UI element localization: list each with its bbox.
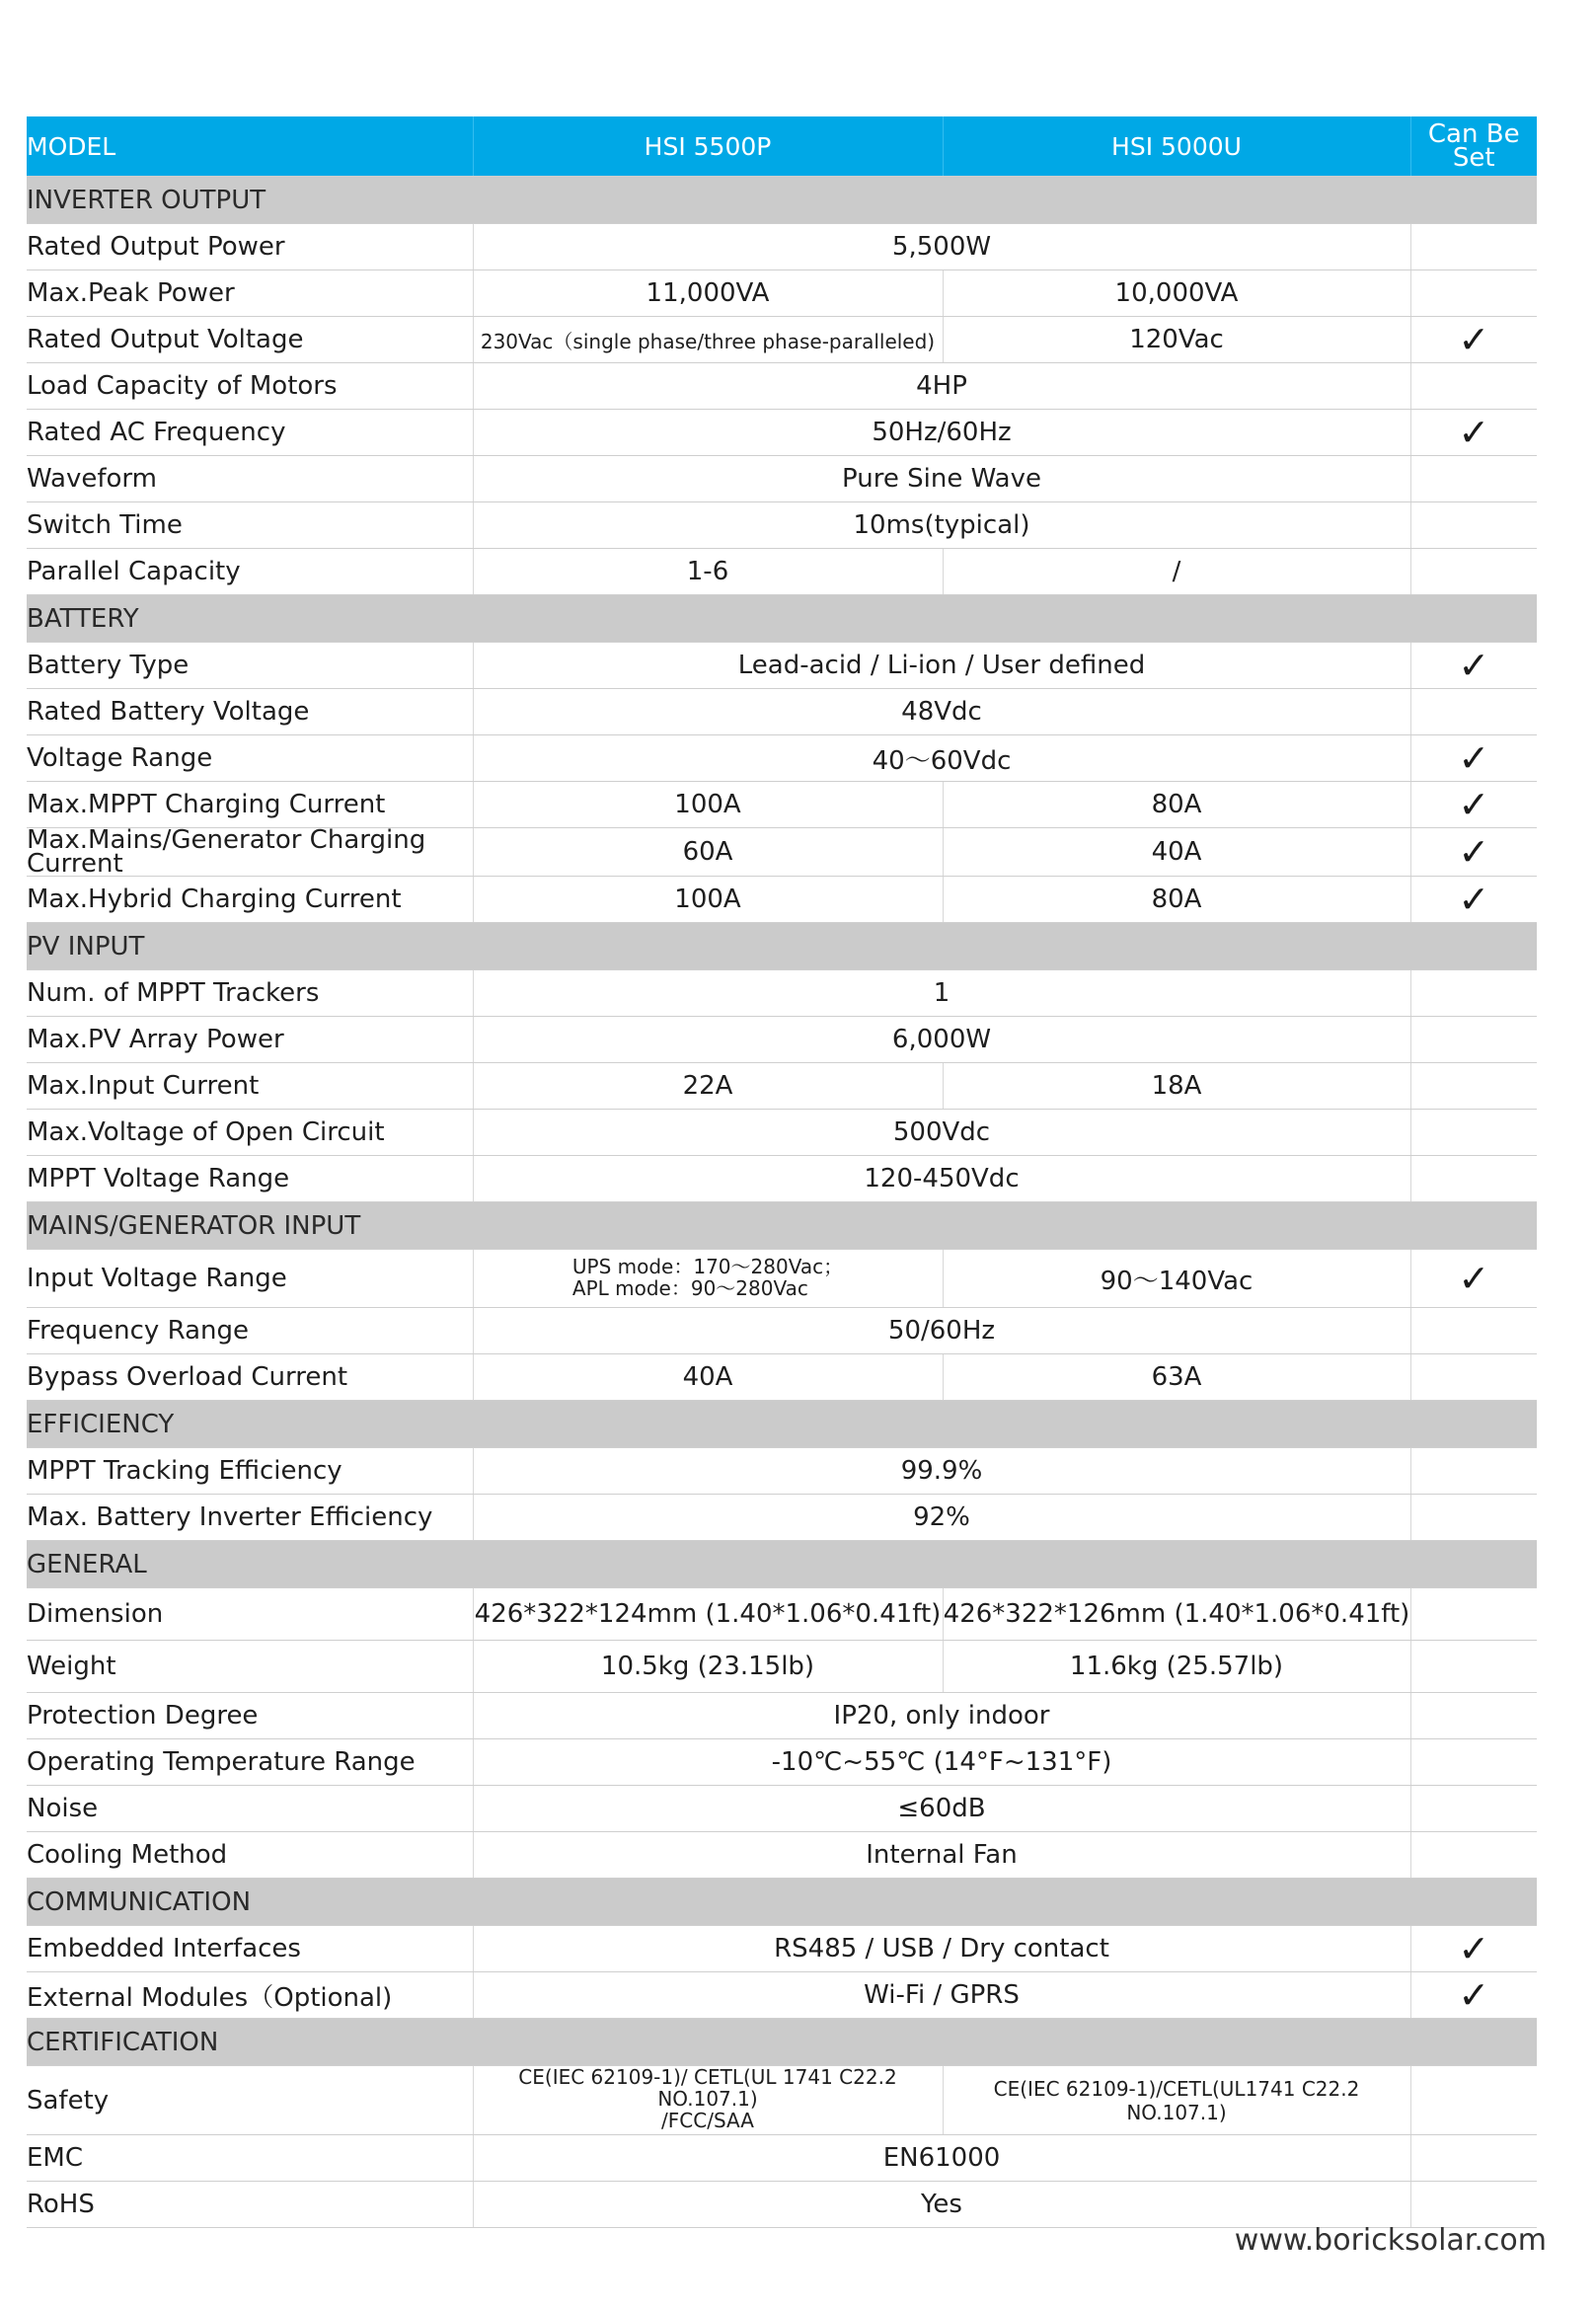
- row-value: Pure Sine Wave: [473, 456, 1410, 502]
- table-row: [27, 1063, 1537, 1110]
- table-row: [27, 1588, 1537, 1641]
- row-label: MPPT Voltage Range: [27, 1156, 473, 1202]
- row-label: Parallel Capacity: [27, 549, 473, 595]
- row-value: Lead-acid / Li-ion / User defined: [473, 643, 1410, 689]
- row-label: Voltage Range: [27, 735, 473, 782]
- can-be-set-cell: [1410, 1354, 1537, 1401]
- table-row: [27, 643, 1537, 689]
- section-title: CERTIFICATION: [27, 2019, 1537, 2066]
- header-model-a: HSI 5500P: [473, 116, 943, 177]
- row-label: Max.Peak Power: [27, 270, 473, 317]
- can-be-set-cell: [1410, 1926, 1537, 1972]
- can-be-set-cell: [1410, 2182, 1537, 2228]
- row-value-model-a: [473, 2066, 943, 2135]
- table-row: [27, 270, 1537, 317]
- row-value-model-a: 100A: [473, 877, 943, 923]
- can-be-set-cell: [1410, 2135, 1537, 2182]
- row-value: 92%: [473, 1495, 1410, 1541]
- row-label: Frequency Range: [27, 1308, 473, 1354]
- table-row: [27, 2135, 1537, 2182]
- row-label: Weight: [27, 1641, 473, 1693]
- row-label: Max.MPPT Charging Current: [27, 782, 473, 828]
- can-be-set-cell: [1410, 1739, 1537, 1786]
- row-value-model-b: 80A: [943, 782, 1410, 828]
- can-be-set-cell: [1410, 1641, 1537, 1693]
- section-title: EFFICIENCY: [27, 1401, 1537, 1448]
- row-value: RS485 / USB / Dry contact: [473, 1926, 1410, 1972]
- can-be-set-cell: [1410, 1786, 1537, 1832]
- section-header: [27, 923, 1537, 970]
- table-row: [27, 970, 1537, 1017]
- row-value-model-b: 426*322*126mm (1.40*1.06*0.41ft): [943, 1588, 1410, 1641]
- row-value: 99.9%: [473, 1448, 1410, 1495]
- table-row: [27, 1693, 1537, 1739]
- value-line-2: APL mode：90～280Vac: [571, 1275, 808, 1300]
- table-row: [27, 1156, 1537, 1202]
- value-line-2: /FCC/SAA: [661, 2109, 754, 2132]
- table-row: [27, 1641, 1537, 1693]
- checkmark-icon: ✓: [1458, 736, 1490, 780]
- row-value-model-b: /: [943, 549, 1410, 595]
- table-row: [27, 363, 1537, 410]
- table-row: [27, 1354, 1537, 1401]
- row-value: 10ms(typical): [473, 502, 1410, 549]
- row-value-model-b: 11.6kg (25.57lb): [943, 1641, 1410, 1693]
- table-row: [27, 224, 1537, 270]
- table-row: [27, 1448, 1537, 1495]
- table-row: [27, 2182, 1537, 2228]
- can-be-set-cell: [1410, 1017, 1537, 1063]
- table-row: [27, 2066, 1537, 2135]
- can-be-set-cell: [1410, 1495, 1537, 1541]
- row-label: Battery Type: [27, 643, 473, 689]
- row-label: EMC: [27, 2135, 473, 2182]
- section-title: MAINS/GENERATOR INPUT: [27, 1202, 1537, 1250]
- can-be-set-cell: [1410, 456, 1537, 502]
- row-label: Num. of MPPT Trackers: [27, 970, 473, 1017]
- can-be-set-cell: [1410, 970, 1537, 1017]
- section-header: [27, 1541, 1537, 1588]
- row-value: IP20, only indoor: [473, 1693, 1410, 1739]
- row-value: 4HP: [473, 363, 1410, 410]
- table-row: [27, 1250, 1537, 1308]
- row-value: 500Vdc: [473, 1110, 1410, 1156]
- table-row: [27, 549, 1537, 595]
- row-value-model-b: 80A: [943, 877, 1410, 923]
- row-label: Rated Output Voltage: [27, 317, 473, 363]
- row-label: External Modules（Optional): [27, 1972, 473, 2019]
- row-label: Load Capacity of Motors: [27, 363, 473, 410]
- table-row: [27, 1832, 1537, 1879]
- table-row: [27, 1110, 1537, 1156]
- row-label: Dimension: [27, 1588, 473, 1641]
- row-value-model-a: 22A: [473, 1063, 943, 1110]
- row-label: Rated AC Frequency: [27, 410, 473, 456]
- can-be-set-cell: [1410, 224, 1537, 270]
- checkmark-icon: ✓: [1458, 830, 1490, 874]
- row-value-model-b: 40A: [943, 828, 1410, 877]
- row-label: Safety: [27, 2066, 473, 2135]
- row-label: Switch Time: [27, 502, 473, 549]
- table-row: [27, 828, 1537, 877]
- can-be-set-cell: [1410, 1308, 1537, 1354]
- table-row: [27, 1495, 1537, 1541]
- row-label: RoHS: [27, 2182, 473, 2228]
- website-url: www.boricksolar.com: [1234, 2223, 1547, 2258]
- row-label: Noise: [27, 1786, 473, 1832]
- row-value: ≤60dB: [473, 1786, 1410, 1832]
- row-value: Yes: [473, 2182, 1410, 2228]
- checkmark-icon: ✓: [1458, 1257, 1490, 1300]
- row-value-model-b: CE(IEC 62109-1)/CETL(UL1741 C22.2 NO.107.1): [943, 2066, 1410, 2135]
- can-be-set-cell: [1410, 689, 1537, 735]
- can-be-set-cell: [1410, 502, 1537, 549]
- row-label: Embedded Interfaces: [27, 1926, 473, 1972]
- checkmark-icon: ✓: [1458, 411, 1490, 454]
- can-be-set-cell: [1410, 735, 1537, 782]
- checkmark-icon: ✓: [1458, 1927, 1490, 1970]
- multiline-value: [572, 1256, 843, 1299]
- can-be-set-cell: [1410, 363, 1537, 410]
- row-value-model-a: 230Vac（single phase/three phase-paralleled): [473, 317, 943, 363]
- row-value-model-b: 90～140Vac: [943, 1250, 1410, 1308]
- value-line-1: CE(IEC 62109-1)/ CETL(UL 1741 C22.2 NO.107.1): [518, 2065, 897, 2111]
- can-be-set-cell: [1410, 1250, 1537, 1308]
- header-model-b: HSI 5000U: [943, 116, 1410, 177]
- can-be-set-cell: [1410, 1063, 1537, 1110]
- can-be-set-cell: [1410, 317, 1537, 363]
- can-be-set-cell: [1410, 1972, 1537, 2019]
- row-label: Max.PV Array Power: [27, 1017, 473, 1063]
- checkmark-icon: ✓: [1458, 878, 1490, 921]
- section-header: [27, 1202, 1537, 1250]
- can-be-set-cell: [1410, 1156, 1537, 1202]
- row-value: EN61000: [473, 2135, 1410, 2182]
- table-row: [27, 1926, 1537, 1972]
- checkmark-icon: ✓: [1458, 644, 1490, 687]
- checkmark-icon: ✓: [1458, 783, 1490, 826]
- section-header: [27, 1401, 1537, 1448]
- row-value-model-b: 63A: [943, 1354, 1410, 1401]
- row-label: Max.Input Current: [27, 1063, 473, 1110]
- can-be-set-cell: [1410, 270, 1537, 317]
- section-header: [27, 2019, 1537, 2066]
- row-label: Operating Temperature Range: [27, 1739, 473, 1786]
- row-label: Max. Battery Inverter Efficiency: [27, 1495, 473, 1541]
- row-value: 50Hz/60Hz: [473, 410, 1410, 456]
- can-be-set-cell: [1410, 2066, 1537, 2135]
- row-value-model-a: [473, 1250, 943, 1308]
- table-row: [27, 1786, 1537, 1832]
- section-title: GENERAL: [27, 1541, 1537, 1588]
- row-label: MPPT Tracking Efficiency: [27, 1448, 473, 1495]
- can-be-set-cell: [1410, 1832, 1537, 1879]
- table-row: [27, 410, 1537, 456]
- can-be-set-cell: [1410, 828, 1537, 877]
- row-value: 120-450Vdc: [473, 1156, 1410, 1202]
- can-be-set-cell: [1410, 877, 1537, 923]
- row-value-model-a: 10.5kg (23.15lb): [473, 1641, 943, 1693]
- table-row: [27, 1308, 1537, 1354]
- can-be-set-cell: [1410, 1693, 1537, 1739]
- row-value: 40～60Vdc: [473, 735, 1410, 782]
- table-row: [27, 689, 1537, 735]
- header-model-label: MODEL: [27, 116, 473, 177]
- checkmark-icon: ✓: [1458, 318, 1490, 361]
- section-header: [27, 177, 1537, 224]
- table-row: [27, 317, 1537, 363]
- table-row: [27, 502, 1537, 549]
- table-row: [27, 782, 1537, 828]
- checkmark-icon: ✓: [1458, 1973, 1490, 2017]
- table-row: [27, 1972, 1537, 2019]
- multiline-value: [474, 2066, 943, 2131]
- row-label: Max.Hybrid Charging Current: [27, 877, 473, 923]
- row-value-model-a: 426*322*124mm (1.40*1.06*0.41ft): [473, 1588, 943, 1641]
- row-label: Max.Voltage of Open Circuit: [27, 1110, 473, 1156]
- can-be-set-cell: [1410, 1448, 1537, 1495]
- can-be-set-cell: [1410, 1110, 1537, 1156]
- row-value-model-a: 40A: [473, 1354, 943, 1401]
- value-line-1: UPS mode：170～280Vac；: [571, 1254, 844, 1278]
- row-value: 1: [473, 970, 1410, 1017]
- table-header-row: [27, 116, 1537, 177]
- row-value-model-b: 10,000VA: [943, 270, 1410, 317]
- row-label: Input Voltage Range: [27, 1250, 473, 1308]
- row-value-model-a: 100A: [473, 782, 943, 828]
- row-value-model-b: 120Vac: [943, 317, 1410, 363]
- row-value: 48Vdc: [473, 689, 1410, 735]
- section-header: [27, 1879, 1537, 1926]
- row-label: Rated Output Power: [27, 224, 473, 270]
- row-value: Wi-Fi / GPRS: [473, 1972, 1410, 2019]
- can-be-set-cell: [1410, 549, 1537, 595]
- row-label: Bypass Overload Current: [27, 1354, 473, 1401]
- row-value-model-a: 11,000VA: [473, 270, 943, 317]
- can-be-set-cell: [1410, 1588, 1537, 1641]
- row-value: 5,500W: [473, 224, 1410, 270]
- section-title: PV INPUT: [27, 923, 1537, 970]
- row-label: Cooling Method: [27, 1832, 473, 1879]
- spec-table-body: [27, 116, 1537, 2228]
- can-be-set-cell: [1410, 782, 1537, 828]
- section-title: INVERTER OUTPUT: [27, 177, 1537, 224]
- row-label: Max.Mains/Generator Charging Current: [27, 828, 473, 877]
- section-header: [27, 595, 1537, 643]
- row-label: Waveform: [27, 456, 473, 502]
- row-label: Protection Degree: [27, 1693, 473, 1739]
- section-title: BATTERY: [27, 595, 1537, 643]
- table-row: [27, 1017, 1537, 1063]
- row-value: -10℃~55℃ (14°F~131°F): [473, 1739, 1410, 1786]
- row-label: Rated Battery Voltage: [27, 689, 473, 735]
- row-value-model-a: 60A: [473, 828, 943, 877]
- spec-table: [27, 116, 1537, 2228]
- row-value: 6,000W: [473, 1017, 1410, 1063]
- row-value: 50/60Hz: [473, 1308, 1410, 1354]
- can-be-set-cell: [1410, 410, 1537, 456]
- section-title: COMMUNICATION: [27, 1879, 1537, 1926]
- row-value: Internal Fan: [473, 1832, 1410, 1879]
- table-row: [27, 1739, 1537, 1786]
- can-be-set-cell: [1410, 643, 1537, 689]
- table-row: [27, 456, 1537, 502]
- header-can-be-set: Can Be Set: [1410, 116, 1537, 177]
- table-row: [27, 735, 1537, 782]
- row-value-model-a: 1-6: [473, 549, 943, 595]
- table-row: [27, 877, 1537, 923]
- row-value-model-b: 18A: [943, 1063, 1410, 1110]
